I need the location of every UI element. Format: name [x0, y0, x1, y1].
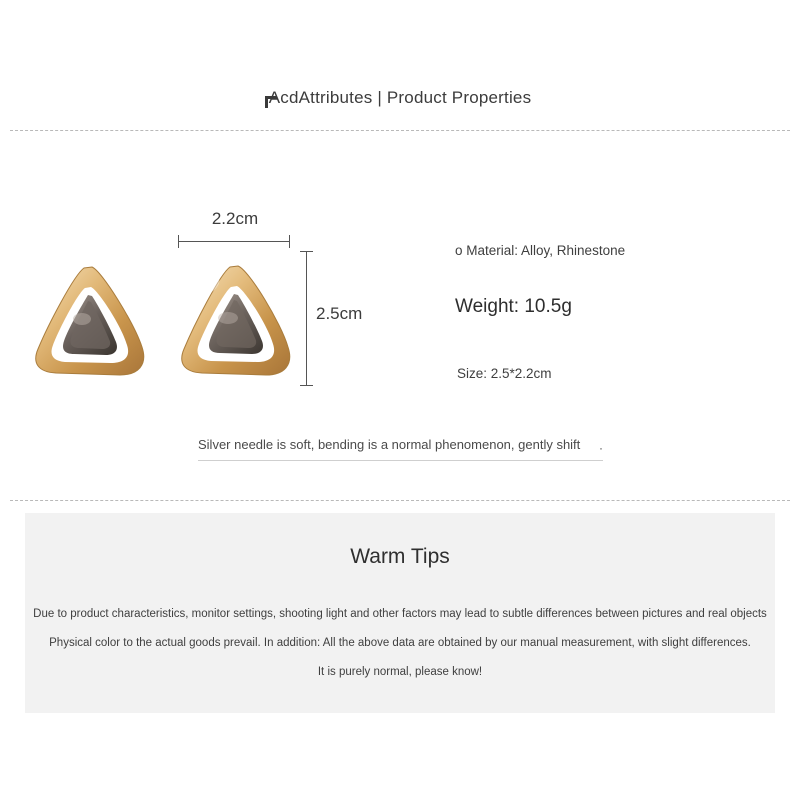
spec-size: Size: 2.5*2.2cm — [457, 366, 552, 381]
warm-tips-title: Warm Tips — [350, 545, 450, 568]
width-cap-right — [289, 235, 290, 248]
height-label: 2.5cm — [316, 304, 363, 323]
divider-bottom — [10, 500, 790, 501]
warm-tips-line-3: It is purely normal, please know! — [317, 666, 483, 678]
spec-weight: Weight: 10.5g — [455, 296, 572, 317]
width-dimension-line — [178, 234, 290, 248]
product-note-underline — [198, 460, 603, 461]
product-image-right — [175, 259, 300, 384]
product-note-text: Silver needle is soft, bending is a normal phenomenon, gently shift — [198, 437, 581, 452]
spec-material: o Material: Alloy, Rhinestone — [455, 243, 626, 258]
corner-mark-icon — [265, 96, 277, 108]
product-note-dot: · — [599, 441, 603, 455]
page-header — [0, 0, 800, 108]
product-note — [198, 436, 603, 461]
width-label: 2.2cm — [211, 209, 259, 228]
height-bar — [306, 251, 307, 386]
height-cap-bottom — [300, 385, 313, 386]
warm-tips-line-2: Physical color to the actual goods prevail. In addition: All the above data are obtained by our manual measurement, with slight differences. — [49, 637, 751, 649]
height-dimension-line — [299, 251, 313, 386]
warm-tips-line-1: Due to product characteristics, monitor settings, shooting light and other factors may lead to subtle differences between pictures and real objects — [33, 608, 767, 620]
page-title: AcdAttributes | Product Properties — [268, 88, 532, 107]
warm-tips-panel — [25, 513, 775, 713]
width-bar — [178, 241, 290, 242]
product-image-left — [30, 261, 150, 383]
product-section — [0, 131, 800, 476]
